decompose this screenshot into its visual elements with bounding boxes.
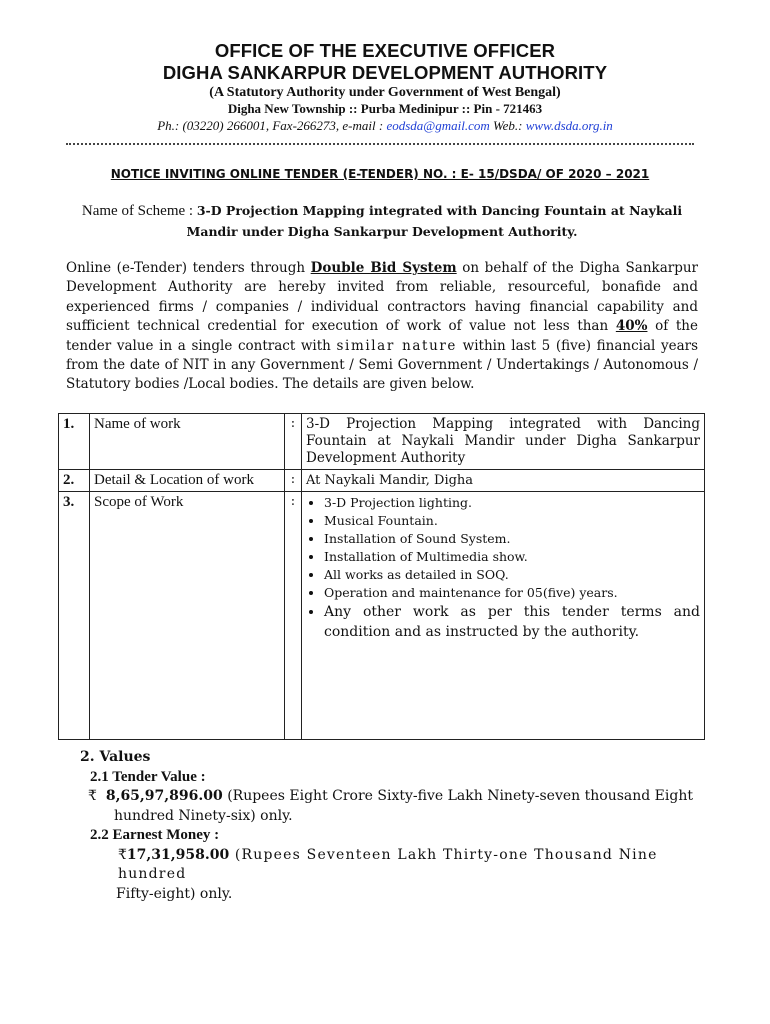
list-item: • 3-D Projection lighting. xyxy=(324,494,700,512)
table-row xyxy=(59,470,705,492)
scope-list xyxy=(306,494,700,642)
row-number: 1. xyxy=(59,414,90,470)
percent-value: 40% xyxy=(615,318,648,335)
tender-amount-words: (Rupees Eight Crore Sixty-five Lakh Ninety-seven thousand Eight xyxy=(222,788,693,804)
scheme-block xyxy=(66,201,698,243)
details-table xyxy=(58,413,705,740)
website-link[interactable]: www.dsda.org.in xyxy=(525,118,613,133)
row-label: Name of work xyxy=(90,414,285,470)
list-item: • Any other work as per this tender terms and condition and as instructed by the authority. xyxy=(324,602,700,642)
location-value: At Naykali Mandir, Digha xyxy=(302,470,705,492)
intro-text-2: on behalf of the Digha Sankarpur Development Authority are hereby invited from reliable, resourceful, bonafide and experienced firms / companies / individual contractors having financial capability and sufficient technical credential for execution of work of value not less than xyxy=(66,260,698,335)
values-heading: 2. Values xyxy=(80,749,151,765)
name-of-work-value: 3-D Projection Mapping integrated with Dancing Fountain at Naykali Mandir under Digha Sankarpur Development Authority xyxy=(302,414,705,470)
authority-address: Digha New Township :: Purba Medinipur :: Pin - 721463 xyxy=(227,101,543,116)
letterhead xyxy=(0,40,770,134)
list-item: • All works as detailed in SOQ. xyxy=(324,566,700,584)
earnest-amount-words: (Rupees Seventeen Lakh Thirty-one Thousand Nine hundred xyxy=(118,846,658,882)
phone-fax: Ph.: (03220) 266001, Fax-266273, e-mail : xyxy=(157,118,387,133)
row-number: 3. xyxy=(59,492,90,740)
scheme-label: Name of Scheme : xyxy=(81,203,197,219)
contact-line xyxy=(0,117,770,134)
web-label: Web.: xyxy=(489,118,526,133)
row-number: 2. xyxy=(59,470,90,492)
earnest-amount: 17,31,958.00 xyxy=(126,846,230,863)
scheme-name: 3-D Projection Mapping integrated with Dancing Fountain at Naykali Mandir under Digha Sankarpur Development Authority. xyxy=(186,203,683,239)
intro-text-3: of the tender value in a single contract with xyxy=(66,318,698,354)
row-colon: : xyxy=(285,492,302,740)
list-item: • Operation and maintenance for 05(five) years. xyxy=(324,584,700,602)
intro-text-1: Online (e-Tender) tenders through xyxy=(66,260,311,276)
list-item: • Installation of Multimedia show. xyxy=(324,548,700,566)
row-colon: : xyxy=(285,470,302,492)
similar-nature: similar nature xyxy=(336,337,458,354)
scope-value xyxy=(302,492,705,740)
earnest-amount-words-cont: Fifty-eight) only. xyxy=(116,885,233,902)
tender-value-heading: 2.1 Tender Value : xyxy=(90,768,206,785)
office-title: OFFICE OF THE EXECUTIVE OFFICER xyxy=(214,40,556,61)
row-label: Detail & Location of work xyxy=(90,470,285,492)
tender-amount-words-cont: hundred Ninety-six) only. xyxy=(114,807,293,824)
list-item: • Installation of Sound System. xyxy=(324,530,700,548)
rupee-icon: ₹ xyxy=(88,788,97,804)
rupee-icon: ₹ xyxy=(118,846,127,863)
notice-title: NOTICE INVITING ONLINE TENDER (E-TENDER) NO. : E- 15/DSDA/ OF 2020 – 2021 xyxy=(110,167,650,181)
authority-subtitle: (A Statutory Authority under Government of West Bengal) xyxy=(209,85,561,100)
table-row xyxy=(59,414,705,470)
values-section xyxy=(78,748,698,904)
email-link[interactable]: eodsda@gmail.com xyxy=(386,118,490,133)
intro-text-4: within last 5 (five) financial years from the date of NIT in any Government / Semi Government / Undertakings / Autonomous / Statutory bodies /Local bodies. The details are given below. xyxy=(66,337,698,393)
row-colon: : xyxy=(285,414,302,470)
bid-system: Double Bid System xyxy=(310,260,457,276)
earnest-money-heading: 2.2 Earnest Money : xyxy=(90,827,220,843)
table-row xyxy=(59,492,705,740)
tender-value-line xyxy=(78,787,698,807)
intro-paragraph xyxy=(66,259,698,395)
earnest-money-line xyxy=(78,846,698,885)
tender-amount: 8,65,97,896.00 xyxy=(105,788,223,804)
row-label: Scope of Work xyxy=(90,492,285,740)
authority-title: DIGHA SANKARPUR DEVELOPMENT AUTHORITY xyxy=(162,62,608,83)
header-divider xyxy=(66,143,694,145)
list-item: • Musical Fountain. xyxy=(324,512,700,530)
